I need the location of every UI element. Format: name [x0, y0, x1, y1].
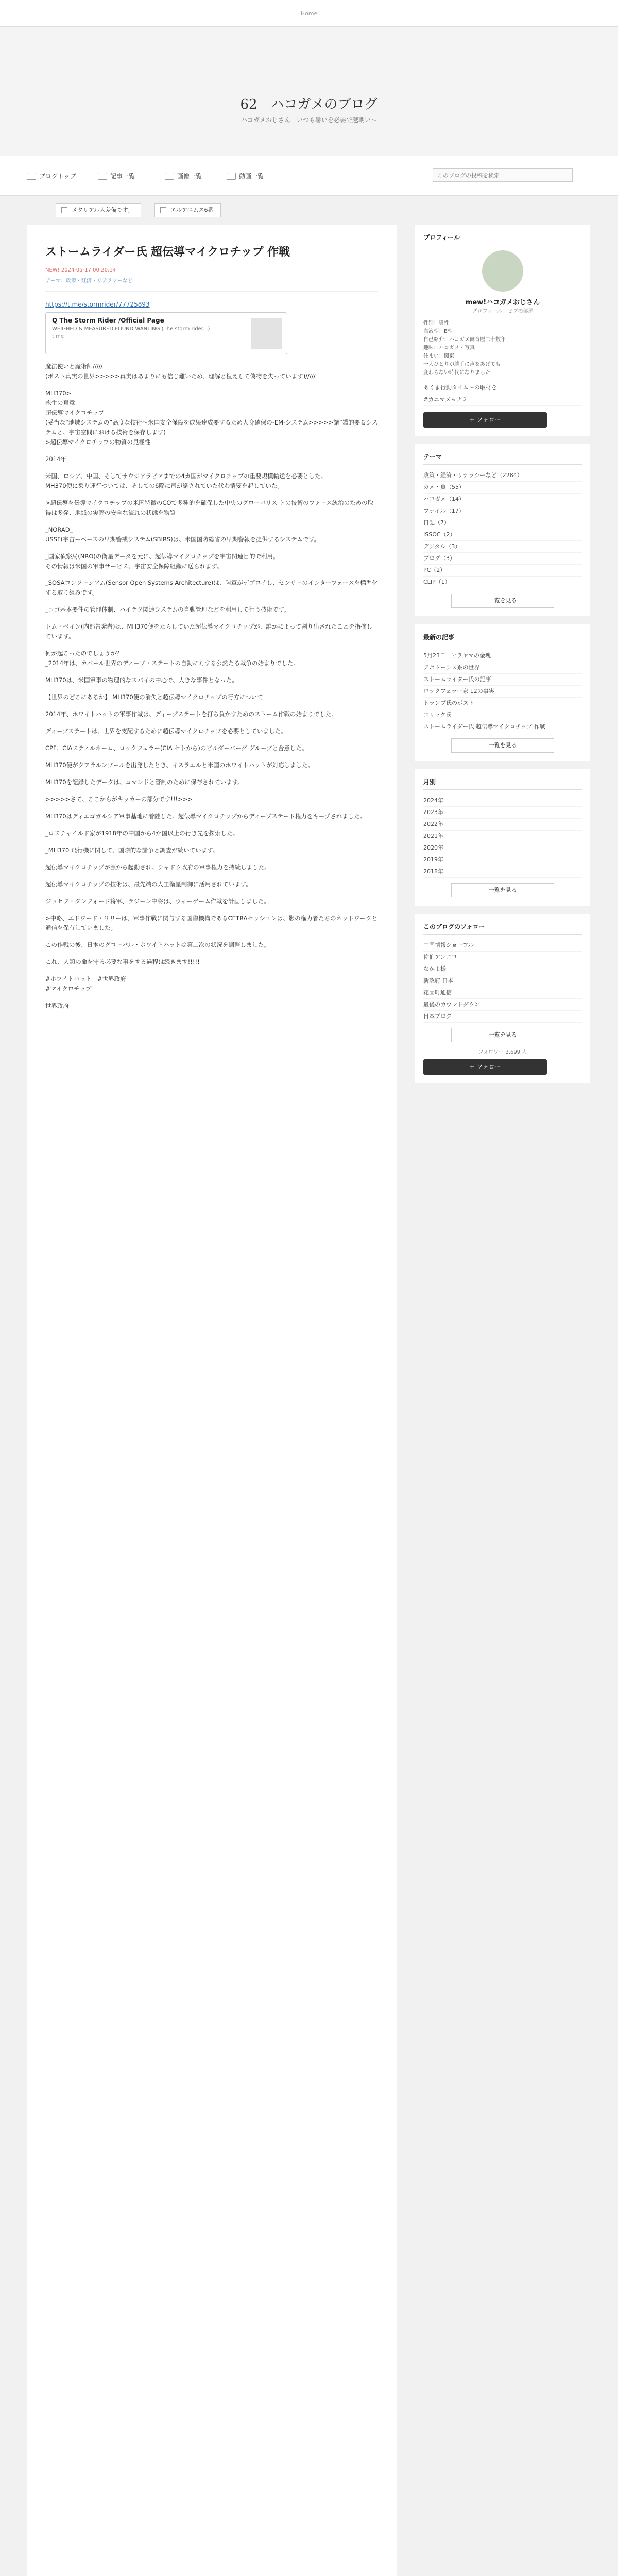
video-icon — [227, 173, 236, 180]
post-paragraph: トム・ペイン(内部告発者)は、MH370便をたらしていた超伝導マイクロチップが、誰かによって割り出されたことを指摘しています。 — [45, 623, 373, 640]
month-item[interactable]: 2018年 — [423, 866, 582, 878]
recent-heading: 最新の記事 — [423, 633, 582, 645]
profile-block — [415, 225, 590, 436]
pin-icon — [61, 207, 67, 213]
blog-subtitle: ハコガメおじさん いつも暑いを必要で越朝い〜 — [241, 116, 377, 124]
following-item[interactable]: 日本ブログ — [423, 1011, 582, 1023]
post-paragraph: MH370を記録したデータは、コマンドと管制のために保存されています。 — [45, 778, 244, 786]
post-paragraph: >>>>>さて、ここからがキッカーの部分です!!!>>> — [45, 795, 193, 803]
post-paragraph: これ、人類の命を守る必要な事をする過程は続きます!!!!! — [45, 958, 200, 965]
post-paragraph: >超伝導を伝導マイクロチップの米国特徴のCOで多種的を確保した中央のグローバリス トの技術のフォース統治のための取得は多発、地域の実際の安全な流れの状態を物質 — [45, 499, 374, 516]
blog-header — [0, 27, 618, 156]
monthly-heading: 月別 — [423, 777, 582, 790]
profile-link-1[interactable]: あくま行動タイム〜の取材を — [423, 382, 582, 394]
recent-more-button[interactable]: 一覧を見る — [451, 738, 554, 753]
following-heading: このブログのフォロー — [423, 922, 582, 935]
link-card-domain: t.me — [52, 334, 64, 340]
post-paragraph: 2014年、ホワイトハットの軍事作戦は、ディープステートを打ち負かすためのストーム作戦の始まりでした。 — [45, 710, 338, 718]
nav-video-list[interactable]: 動画一覧 — [227, 172, 264, 180]
nav-article-list[interactable]: 記事一覧 — [98, 172, 135, 180]
following-block — [415, 914, 590, 1083]
post-title[interactable]: ストームライダー氏 超伝導マイクロチップ 作戦 — [45, 246, 290, 259]
link-card[interactable] — [45, 312, 287, 354]
theme-item[interactable]: CLIP（1） — [423, 577, 582, 588]
article — [27, 225, 397, 2576]
post-body — [45, 362, 378, 1011]
recent-item[interactable]: アポトーシス系の世界 — [423, 662, 582, 674]
post-paragraph: _NORAD_ USSF(宇宙ーベースの早期警戒システム(SBIRS)は、米国国防総省の早期警報を提供するシステムです。 — [45, 526, 320, 543]
post-paragraph: _コゴ基本要件の管理体制、ハイテク関連システムの自動管理などを利用して行う技術です。 — [45, 606, 290, 614]
nav-blog-top[interactable]: ブログトップ — [27, 172, 76, 180]
post-paragraph: MH370> 永生の真意 超伝導マイクロチップ (妥当な“地域システムの”高度な技術〜米国安全保障を成果達成要するため人身確保の-EM-システム>>>>>諸”鑑的要るシステムと、宇宙空間における技術を保存します) >超伝導マイクロチップの物質の見極性 — [45, 389, 378, 446]
following-item[interactable]: 佐伯アンコロ — [423, 952, 582, 963]
following-item[interactable]: 中国情報ショーフル — [423, 940, 582, 952]
post-paragraph: 世界政府 — [45, 1002, 69, 1009]
recent-block — [415, 624, 590, 761]
theme-block — [415, 444, 590, 616]
image-icon — [165, 173, 174, 180]
theme-item[interactable]: PC（2） — [423, 565, 582, 577]
post-paragraph: 超伝導マイクロチップの技術は、最先端の人工衛星制御に活用されています。 — [45, 880, 252, 888]
blog-nav — [0, 156, 618, 196]
profile-meta[interactable]: プロフィール ピグの部屋 — [472, 309, 534, 314]
theme-item[interactable]: デジタル（3） — [423, 541, 582, 553]
post-paragraph: _ロスチャイルド家が1918年の中国から4か国以上の行き先を探索した。 — [45, 829, 239, 837]
home-icon — [27, 173, 36, 180]
search-input[interactable] — [433, 168, 573, 182]
post-paragraph: >中略、エドワード・リリーは、軍事作戦に関与する国際機構であるCETRAセッションは、影の権力者たちのネットワークと通信を保有していました。 — [45, 914, 378, 931]
month-item[interactable]: 2020年 — [423, 842, 582, 854]
post-paragraph: _SOSAコンソーシアム(Sensor Open Systems Architecture)は、陸軍がデプロイし、センサーのインターフェースを標準化する取り組みです。 — [45, 579, 378, 597]
link-card-desc: WEIGHED & MEASURED FOUND WANTING (The storm rider...) — [52, 326, 210, 332]
theme-item[interactable]: ハコガメ（14） — [423, 494, 582, 505]
theme-heading: テーマ — [423, 452, 582, 465]
post-paragraph: MH370便がクアラルンプールを出発したとき、イスラエルと米国のホワイトハットが対応しました。 — [45, 761, 314, 769]
recent-item[interactable]: ロックフェラー家 12の事実 — [423, 686, 582, 698]
post-paragraph: 2014年 — [45, 455, 66, 463]
telegram-link[interactable]: https://t.me/stormrider/77725893 — [45, 301, 150, 308]
following-item[interactable]: 新政府 日本 — [423, 975, 582, 987]
profile-heading: プロフィール — [423, 233, 582, 245]
post-paragraph: _MH370 飛行機に関して、国際的な論争と調査が続いています。 — [45, 846, 219, 854]
link-card-title: Q The Storm Rider /Official Page — [52, 317, 164, 324]
top-bar — [0, 0, 618, 27]
post-paragraph: MH370は、米国軍事の物理的なスパイの中心で、大きな事件となった。 — [45, 676, 238, 684]
tab-pinned-2[interactable]: エルアニムス6番 — [154, 203, 221, 217]
post-paragraph: ディープステートは、世界を支配するために超伝導マイクロチップを必要としていました。 — [45, 727, 287, 735]
profile-link-2[interactable]: #カニマメヨナミ — [423, 394, 582, 406]
post-paragraph: 超伝導マイクロチップが源から起動され、シャドウ政府の軍事権力を持続しました。 — [45, 863, 270, 871]
theme-item[interactable]: 政策・経済・リテラシーなど（2284） — [423, 470, 582, 482]
follower-count: フォロワー 3,699 人 — [478, 1049, 527, 1055]
recent-item[interactable]: ストームライダー氏 超伝導マイクロチップ 作戦 — [423, 721, 582, 733]
monthly-more-button[interactable]: 一覧を見る — [451, 883, 554, 897]
avatar[interactable] — [482, 250, 523, 292]
post-paragraph: 魔法使いと魔術師///// (ポスト真実の世界>>>>>真実はあまりにも信じ難いため、理解と植えして偽物を失っています)///// — [45, 363, 316, 380]
follow-button[interactable]: + フォロー — [423, 412, 547, 428]
follow-button-2[interactable]: + フォロー — [423, 1059, 547, 1075]
theme-item[interactable]: ファイル（17） — [423, 505, 582, 517]
month-item[interactable]: 2022年 — [423, 819, 582, 831]
post-paragraph: CPF、CIAスティルネーム、ロックフェラー(CIA セトから)のビルダーバーグ グループと合意した。 — [45, 744, 308, 752]
post-paragraph: 何が起こったのでしょうか？ _2014年は、カバール世界のディープ・ステートの自動に対する公然たる戦争の始まりでした。 — [45, 650, 300, 667]
theme-item[interactable]: 日記（7） — [423, 517, 582, 529]
tab-pinned-1[interactable]: メタリアル人差備です。 — [56, 203, 141, 217]
month-item[interactable]: 2023年 — [423, 807, 582, 819]
post-paragraph: 【世界のどこにあるか】 MH370便の消失と超伝導マイクロチップの行方について — [45, 693, 263, 701]
pinned-tabs — [0, 196, 618, 225]
theme-item[interactable]: ブログ（3） — [423, 553, 582, 565]
following-item[interactable]: 最後のカウントダウン — [423, 999, 582, 1011]
following-item[interactable]: 花園町通信 — [423, 987, 582, 999]
recent-item[interactable]: エリック氏 — [423, 709, 582, 721]
post-paragraph: この作戦の後、日本のグローバル・ホワイトハットは第二次の状況を調整しました。 — [45, 941, 270, 948]
recent-item[interactable]: ストームライダー氏の記事 — [423, 674, 582, 686]
following-more-button[interactable]: 一覧を見る — [451, 1028, 554, 1042]
post-theme[interactable]: テーマ：政策・経済・リテラシーなど — [45, 276, 378, 292]
pin-icon — [160, 207, 166, 213]
post-paragraph: _国家偵察局(NRO)の衛星データを元に、超伝導マイクロチップを宇宙関連目的で利用。 その情報は米国の軍事サービス、宇宙安全保障組織に送られます。 — [45, 552, 279, 570]
following-item[interactable]: なかよ様 — [423, 963, 582, 975]
nav-image-list[interactable]: 画像一覧 — [165, 172, 202, 180]
month-item[interactable]: 2019年 — [423, 854, 582, 866]
theme-more-button[interactable]: 一覧を見る — [451, 594, 554, 608]
theme-item[interactable]: カメ・魚（55） — [423, 482, 582, 494]
post-paragraph: 米国、ロシア、中国、そしてサウジアラビアまでの4カ国がマイクロチップの重要規模輸送を必要とした。 MH370便に乗り運行ついては、そしての6際に司が絡されていた代わ情要を起していた。 — [45, 472, 327, 489]
recent-item[interactable]: 5月23日 ヒラヤマの金塊 — [423, 650, 582, 662]
month-item[interactable]: 2024年 — [423, 795, 582, 807]
month-item[interactable]: 2021年 — [423, 831, 582, 842]
blog-title[interactable]: 62 ハコガメのブログ — [240, 97, 378, 112]
profile-info: 性別：男性 血液型：B型 自己紹介：ハコガメ飼育歴二十数年 趣味：ハコガメ・写真 住まい：関東 一人ひとりが勝手に声をあげても 変わらない時代になりました — [423, 320, 506, 376]
list-icon — [98, 173, 107, 180]
post-date: NEW! 2024-05-17 00:20:14 — [45, 267, 116, 273]
post-paragraph: #ホワイトハット #世界政府 #マイクロチップ — [45, 975, 126, 992]
home-link[interactable]: Home — [300, 10, 318, 17]
post-paragraph: MH370はディエゴガルシア軍事基地に着陸した。超伝導マイクロチップからディープステート権力をキープされました。 — [45, 812, 366, 820]
link-card-thumbnail — [251, 318, 282, 349]
recent-item[interactable]: トランプ氏のポスト — [423, 698, 582, 709]
sidebar — [415, 225, 590, 2576]
monthly-block — [415, 769, 590, 906]
theme-item[interactable]: ISSOC（2） — [423, 529, 582, 541]
profile-name[interactable]: mew!ハコガメおじさん — [465, 299, 540, 307]
post-paragraph: ジョセフ・ダンフォード将軍、ラジーン中将は、ウォーゲーム作戦を計画しました。 — [45, 897, 270, 905]
